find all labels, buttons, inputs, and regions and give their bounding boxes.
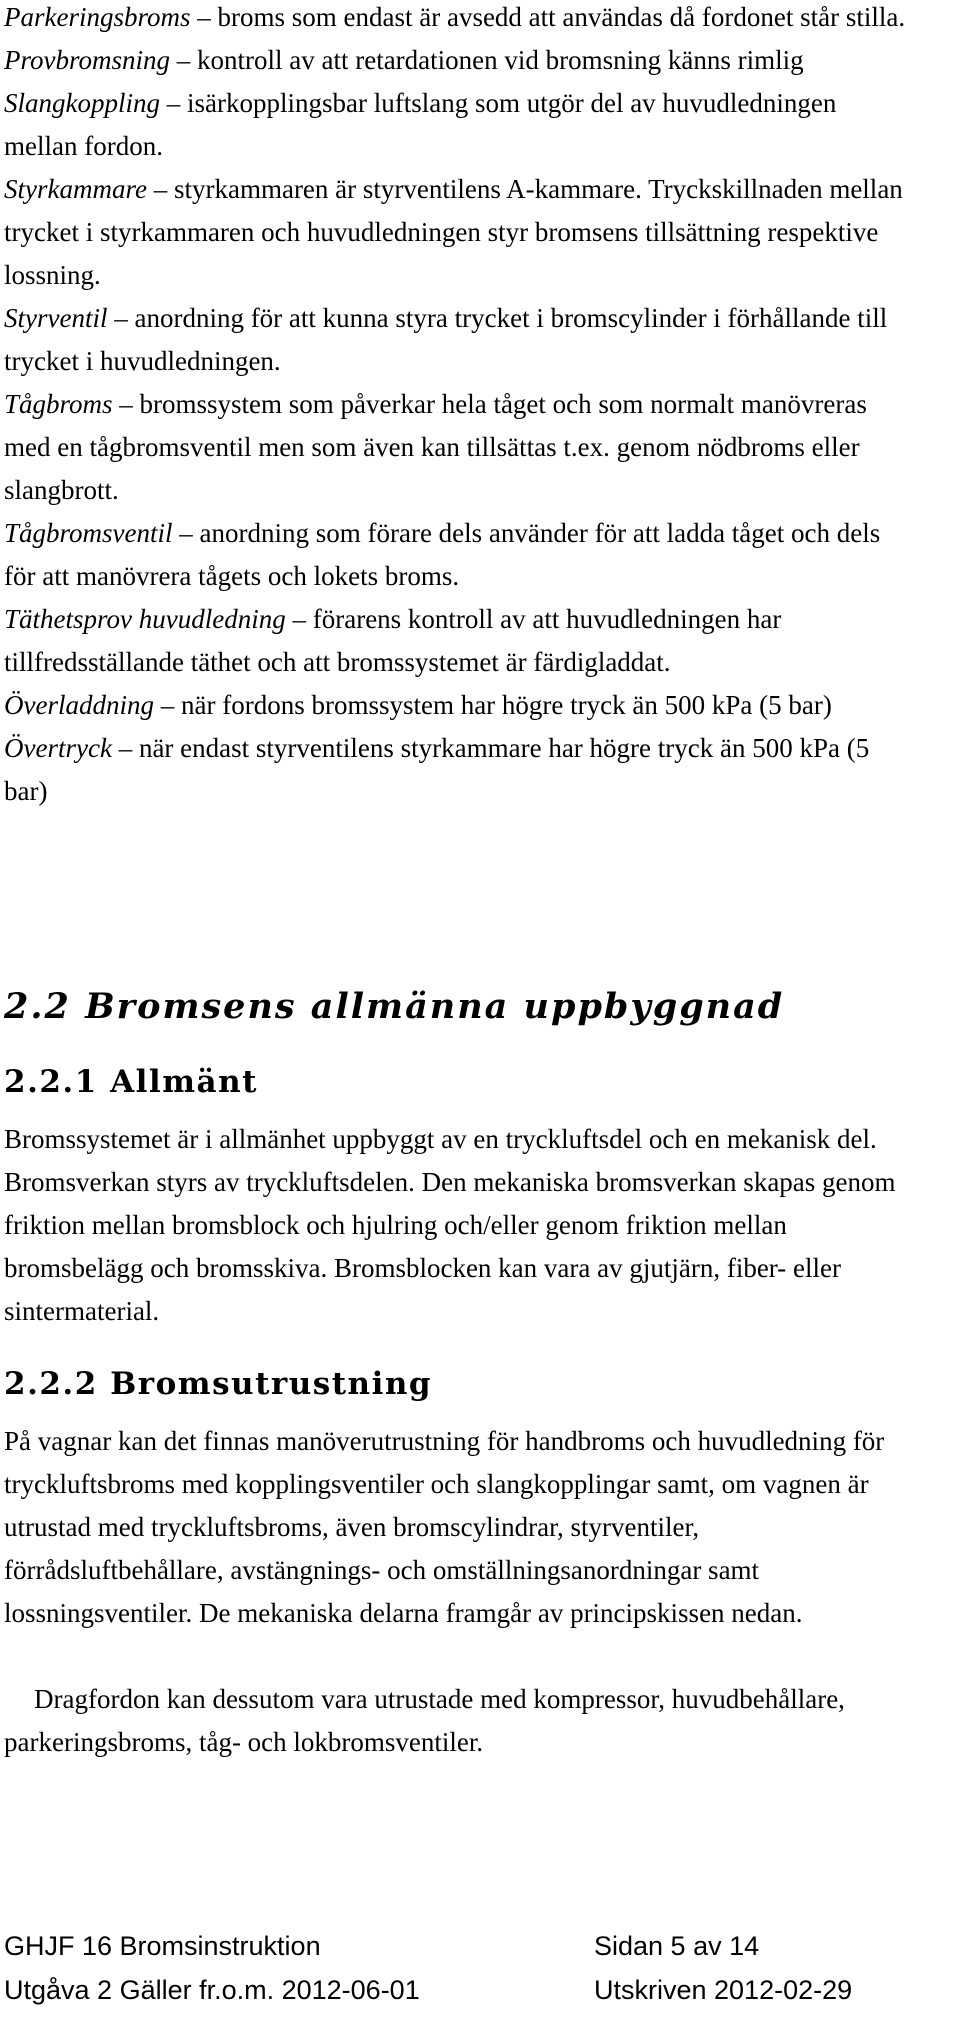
definition-term: Styrkammare — [4, 174, 147, 204]
subsection-heading-bromsutrustning: 2.2.2 Bromsutrustning — [4, 1366, 433, 1402]
definition-text: – när fordons bromssystem har högre tryck än 500 kPa (5 bar) — [153, 690, 832, 720]
definition-styrkammare — [4, 168, 912, 297]
definition-tathetsprov — [4, 598, 912, 684]
definition-text: – styrkammaren är styrventilens A-kammare. Tryckskillnaden mellan trycket i styrkammaren och huvudledningen styr bromsens tillsättning respektive lossning. — [4, 174, 903, 290]
definition-term: Övertryck — [4, 733, 112, 763]
footer-document-title: GHJF 16 Bromsinstruktion — [4, 1931, 321, 1961]
definition-term: Tågbroms — [4, 389, 113, 419]
footer-printed-date: Utskriven 2012-02-29 — [594, 1975, 853, 2005]
definition-term: Slangkoppling — [4, 88, 160, 118]
definition-text: – kontroll av att retardationen vid bromsning känns rimlig — [170, 45, 804, 75]
section-heading: 2.2 Bromsens allmänna uppbyggnad — [4, 986, 785, 1027]
definition-term: Parkeringsbroms — [4, 2, 191, 32]
subsection-heading-allmant: 2.2.1 Allmänt — [4, 1064, 258, 1100]
paragraph-bromsutrustning-2: Dragfordon kan dessutom vara utrustade med kompressor, huvudbehållare, parkeringsbroms, tåg- och lokbromsventiler. — [4, 1684, 845, 1757]
definition-term: Provbromsning — [4, 45, 170, 75]
definition-overtryck — [4, 727, 912, 813]
definition-term: Överladdning — [4, 690, 154, 720]
page-footer-dates — [4, 1972, 904, 2008]
definition-provbromsning — [4, 39, 912, 82]
paragraph-bromsutrustning-1: På vagnar kan det finnas manöverutrustning för handbroms och huvudledning för tryckluftsbroms med kopplingsventiler och slangkopplingar samt, om vagnen är utrustad med tryckluftsbroms, även bromscylindrar, styrventiler, förrådsluftbehållare, avstängnings- och omställningsanordningar samt lossningsventiler. De mekaniska delarna framgår av principskissen nedan. — [4, 1426, 885, 1628]
definition-slangkoppling — [4, 82, 912, 168]
definition-text: – anordning som förare dels använder för att ladda tåget och dels för att manövrera tågets och lokets broms. — [4, 518, 881, 591]
definition-term: Tågbromsventil — [4, 518, 173, 548]
definition-tagbroms — [4, 383, 912, 512]
definition-parkeringsbroms — [4, 0, 912, 39]
footer-edition: Utgåva 2 Gäller fr.o.m. 2012-06-01 — [4, 1975, 420, 2005]
definition-overladdning — [4, 684, 912, 727]
definition-text: – broms som endast är avsedd att användas då fordonet står stilla. — [190, 2, 906, 32]
definition-styrventil — [4, 297, 912, 383]
definition-text: – isärkopplingsbar luftslang som utgör del av huvudledningen mellan fordon. — [4, 88, 837, 161]
definition-text: – förarens kontroll av att huvudledningen har tillfredsställande täthet och att bromssystemet är färdigladdat. — [4, 604, 782, 677]
definition-text: – när endast styrventilens styrkammare har högre tryck än 500 kPa (5 bar) — [4, 733, 870, 806]
definition-term: Täthetsprov huvudledning — [4, 604, 286, 634]
definition-text: – anordning för att kunna styra trycket i bromscylinder i förhållande till trycket i huvudledningen. — [4, 303, 888, 376]
definition-list — [4, 0, 912, 813]
definition-tagbromsventil — [4, 512, 912, 598]
footer-page-number: Sidan 5 av 14 — [594, 1931, 760, 1961]
definition-term: Styrventil — [4, 303, 108, 333]
page-footer — [4, 1928, 904, 1964]
definition-text: – bromssystem som påverkar hela tåget och som normalt manövreras med en tågbromsventil men som även kan tillsättas t.ex. genom nödbroms eller slangbrott. — [4, 389, 867, 505]
paragraph-allmant: Bromssystemet är i allmänhet uppbyggt av en tryckluftsdel och en mekanisk del. Bromsverkan styrs av tryckluftsdelen. Den mekaniska bromsverkan skapas genom friktion mellan bromsblock och hjulring och/eller genom friktion mellan bromsbelägg och bromsskiva. Bromsblocken kan vara av gjutjärn, fiber- eller sintermaterial. — [4, 1124, 896, 1326]
